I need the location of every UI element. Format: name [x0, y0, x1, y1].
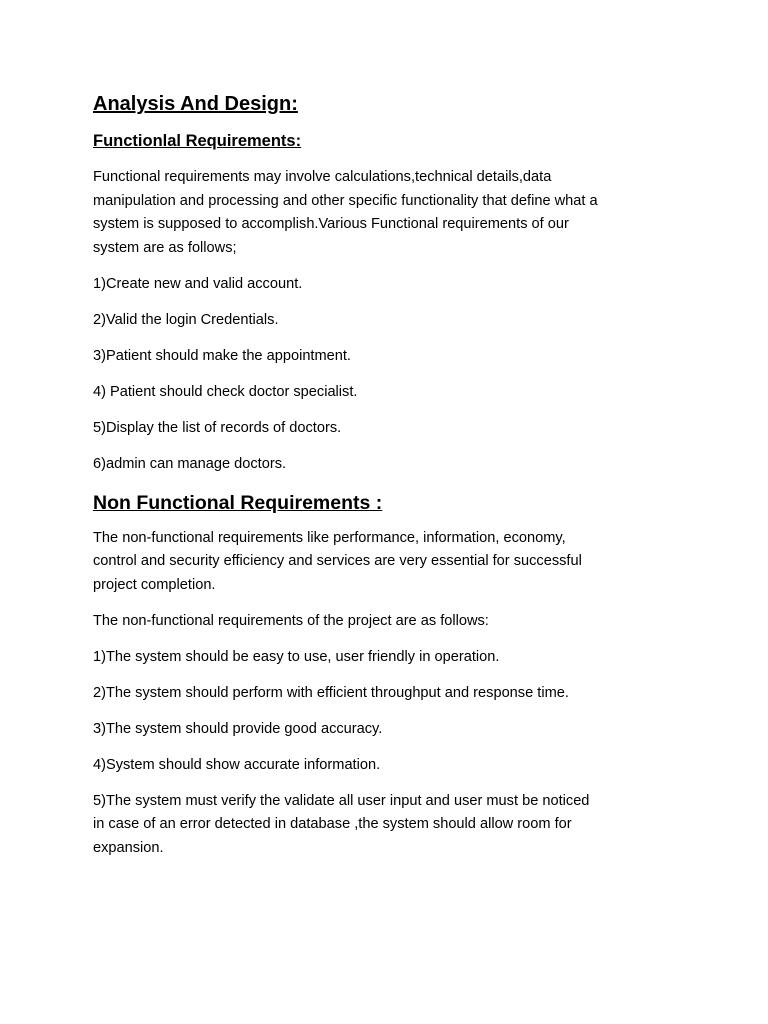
non-functional-item-1: 1)The system should be easy to use, user friendly in operation. [93, 648, 500, 665]
non-functional-lead: The non-functional requirements of the project are as follows: [93, 612, 489, 629]
document-content [93, 92, 693, 873]
non-functional-item-3: 3)The system should provide good accuracy. [93, 720, 383, 737]
non-functional-item-5 [93, 790, 693, 861]
non-functional-intro-paragraph [93, 527, 693, 598]
paragraph-line: system is supposed to accomplish.Various Functional requirements of our [93, 216, 569, 233]
non-functional-requirements-heading: Non Functional Requirements : [93, 491, 383, 514]
paragraph-line: 5)The system must verify the validate all user input and user must be noticed [93, 792, 590, 809]
functional-item-6: 6)admin can manage doctors. [93, 455, 287, 472]
functional-item-4: 4) Patient should check doctor specialist. [93, 383, 358, 400]
paragraph-line: control and security efficiency and services are very essential for successful [93, 553, 582, 570]
functional-requirements-heading: Functionlal Requirements: [93, 132, 302, 150]
functional-intro-paragraph [93, 166, 693, 261]
functional-item-2: 2)Valid the login Credentials. [93, 311, 279, 328]
paragraph-line: manipulation and processing and other specific functionality that define what a [93, 192, 598, 209]
non-functional-item-2: 2)The system should perform with efficient throughput and response time. [93, 684, 569, 701]
paragraph-line: The non-functional requirements like performance, information, economy, [93, 529, 566, 546]
paragraph-line: project completion. [93, 576, 216, 593]
functional-item-3: 3)Patient should make the appointment. [93, 347, 351, 364]
document-title: Analysis And Design: [93, 93, 298, 115]
non-functional-item-4: 4)System should show accurate information. [93, 756, 381, 773]
paragraph-line: system are as follows; [93, 240, 237, 257]
functional-item-1: 1)Create new and valid account. [93, 275, 303, 292]
paragraph-line: expansion. [93, 840, 164, 857]
paragraph-line: in case of an error detected in database ,the system should allow room for [93, 816, 572, 833]
paragraph-line: Functional requirements may involve calculations,technical details,data [93, 169, 552, 185]
functional-item-5: 5)Display the list of records of doctors. [93, 419, 342, 436]
